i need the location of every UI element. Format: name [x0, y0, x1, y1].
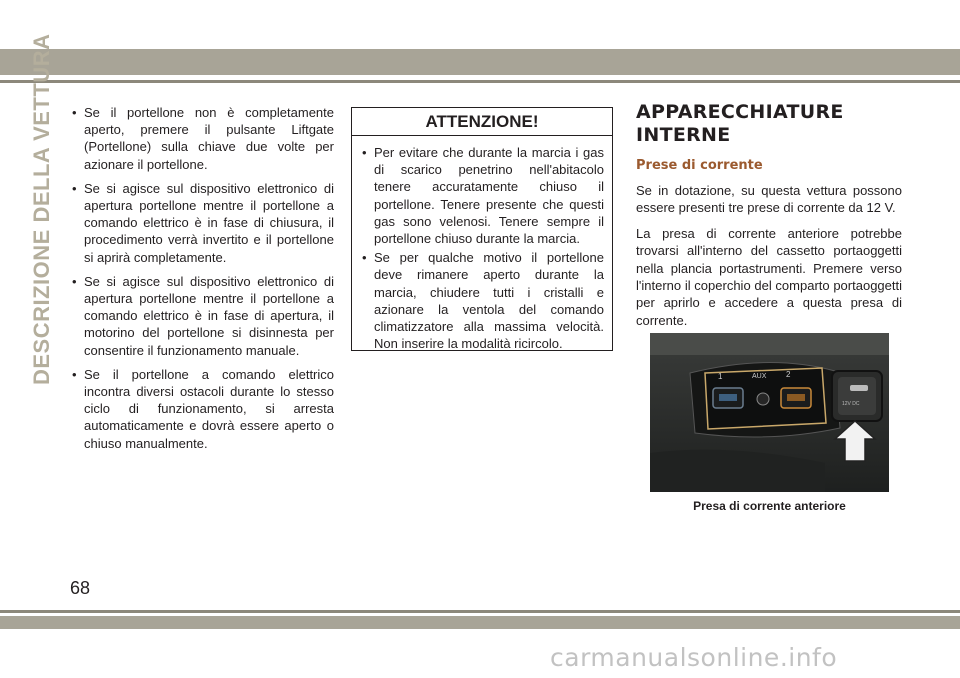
paragraph: Se in dotazione, su questa vettura possono essere presenti tre prese di corrente da 12 V.	[636, 183, 902, 216]
usb2-label: 2	[786, 370, 791, 379]
section-title-line: APPARECCHIATURE	[636, 101, 844, 123]
side-section-title: DESCRIZIONE DELLA VETTURA	[29, 33, 54, 385]
left-column	[70, 104, 334, 459]
subsection-title: Prese di corrente	[636, 158, 763, 173]
list-item	[70, 104, 334, 173]
list-item	[70, 180, 334, 266]
warning-item-text: Se per qualche motivo il portellone deve rimanere aperto durante la marcia, chiudere tutti i cristalli e azionare la ventola del comando climatizzatore alla massima velocità. Non inserire la modalità ricircolo.	[374, 250, 604, 352]
list-item-text: Se il portellone non è completamente aperto, premere il pulsante Liftgate (Portellone) sulla chiave due volte per azionare il portellone.	[84, 105, 334, 172]
footer-rule	[0, 610, 960, 613]
paragraph: La presa di corrente anteriore potrebbe trovarsi all'interno del cassetto portaoggetti nella plancia portastrumenti. Premere verso l'interno il coperchio del comparto portaoggetti per aprirlo e accedere a questa presa di corrente.	[636, 225, 902, 328]
bullet-icon: •	[72, 273, 77, 289]
header-rule	[0, 80, 960, 83]
bullet-icon: •	[72, 180, 77, 196]
list-item-text: Se il portellone a comando elettrico incontra diversi ostacoli durante lo stesso ciclo di funzionamento, si arresta automaticamente e dovrà essere aperto o chiuso manualmente.	[84, 366, 334, 451]
list-item-text: Se si agisce sul dispositivo elettronico di apertura portellone mentre il portellone a comando elettrico è in fase di apertura, il motorino del portellone si disinnesta per consentire il funzionamento manuale.	[84, 273, 334, 358]
bullet-icon: •	[362, 250, 367, 266]
warning-item	[360, 249, 604, 352]
bullet-icon: •	[362, 145, 367, 160]
power-outlet-illustration	[650, 333, 889, 492]
page-number: 68	[70, 578, 91, 598]
right-column	[636, 101, 902, 337]
power-outlet-photo	[650, 333, 889, 492]
header-band	[0, 49, 960, 75]
list-item	[70, 366, 334, 452]
aux-label: AUX	[752, 373, 767, 380]
bullet-icon: •	[72, 366, 77, 382]
usb1-label: 1	[718, 372, 723, 381]
warning-body	[352, 136, 612, 352]
warning-title: ATTENZIONE!	[352, 108, 612, 136]
watermark: carmanualsonline.info	[550, 643, 838, 672]
socket-label: 12V DC	[842, 401, 860, 407]
footer-band	[0, 616, 960, 629]
section-title	[636, 101, 902, 147]
section-title-line: INTERNE	[636, 124, 731, 146]
warning-item	[360, 144, 604, 247]
warning-item-text: Per evitare che durante la marcia i gas di scarico penetrino nell'abitacolo tenere accuratamente chiuso il portellone. Tenere presente che questi gas sono velenosi. Tenere sempre il portellone chiuso durante la marcia.	[374, 145, 604, 247]
list-item	[70, 273, 334, 359]
list-item-text: Se si agisce sul dispositivo elettronico di apertura portellone mentre il portellone a comando elettrico è in fase di chiusura, il procedimento verrà invertito e il portellone si aprirà completamente.	[84, 180, 334, 265]
bullet-icon: •	[72, 105, 77, 120]
warning-box	[351, 107, 613, 351]
photo-caption: Presa di corrente anteriore	[693, 499, 846, 513]
